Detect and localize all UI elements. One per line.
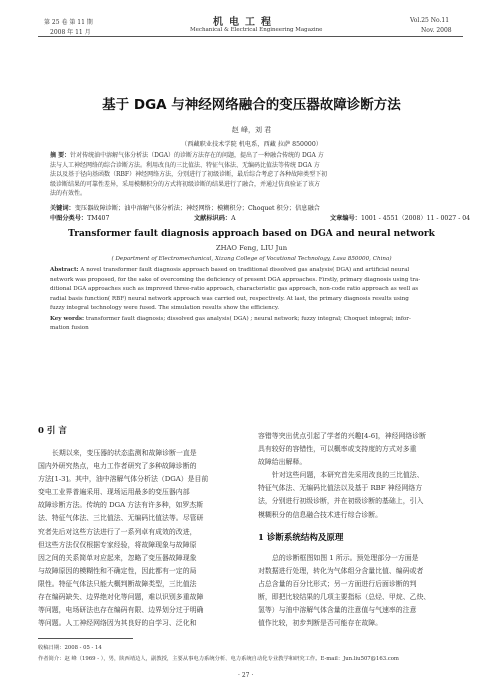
abstract-cn-line: 法与人工神经网络的综合诊断方法。利用改良的三比值法、特征气体法、无编码比值法等传统 DGA 方 — [50, 161, 320, 169]
body-line: 具有较好的容错性，可以概率或支持度的方式对多重 — [258, 445, 417, 454]
body-line: 占总含量的百分比形式；另一方面进行后面诊断的判 — [258, 580, 417, 589]
doc-label: 文献标识码： — [194, 215, 232, 222]
paper-title-cn: 基于 DGA 与神经网络融合的变压器故障诊断方法 — [102, 97, 401, 113]
abstract-cn-line: 法以及基于径向基函数（RBF）神经网络方法，分别进行了初级诊断，最后综合考虑了各种故障类型下初 — [50, 171, 328, 179]
authors-en: ZHAO Feng, LIU Jun — [215, 244, 288, 252]
body-line: 总的诊断框图如图 1 所示。预处理部分一方面是 — [272, 554, 419, 562]
body-line: 特征气体法、无编码比值法以及基于 RBF 神经网络方 — [258, 484, 423, 493]
doc-value: A — [231, 215, 236, 222]
body-line: 对数据进行处理，转化为气体组分含量比值、编码或者 — [258, 567, 424, 576]
keywords-en-line: mation fusion — [50, 325, 89, 331]
abstract-cn-label: 摘 要： — [50, 152, 71, 159]
keywords-cn — [50, 203, 320, 212]
abstract-cn — [50, 151, 458, 199]
body-line: 法、特征气体法、三比值法、无编码比值法等。尽管研 — [38, 514, 204, 523]
art-value: 1001 - 4551（2008）11 - 0027 - 04 — [360, 215, 471, 222]
body-line: 方法[1-3]。其中，油中溶解气体分析法（DGA）是目前 — [38, 475, 209, 484]
body-line: 针对这些问题，本研究首先采用改良的三比值法、 — [272, 471, 424, 480]
body-line: 长期以来，变压器的状态监测和故障诊断一直是 — [52, 449, 197, 457]
body-line: 值作比较，初步判断是否可能存在故障。 — [258, 619, 383, 628]
art-label: 文章编号： — [330, 215, 361, 222]
body-line: 等问题。人工神经网络因为其良好的自学习、泛化和 — [38, 619, 197, 628]
section-0-heading: 0 引 言 — [38, 426, 67, 436]
keywords-en-label: Key words: — [50, 315, 85, 322]
section-0-body — [38, 447, 243, 630]
body-line: 等问题，电场研法也存在编码有限、边界划分过于明确 — [38, 606, 204, 615]
keywords-en-line: transformer fault diagnosis; dissolved gas analysis( DGA) ; neural network; fuzzy integral; Choquet integral; infor- — [84, 315, 411, 322]
abstract-en-line: ditional DGA approaches such as improved three-ratio approach, characteristic gas approach, non-code ratio approach as well as — [50, 286, 419, 292]
abstract-en-line: fuzzy integral technology were fused. The simulation results show the efficiency. — [50, 305, 280, 311]
abstract-en-line: radial basis function( RBF) neural network approach was carried out, respectively. At last, the primary diagnosis results using — [50, 295, 409, 302]
body-line: 与故障原因的模糊性和不确定性，因此都有一定的局 — [38, 566, 197, 575]
body-line: 存在编码缺失、边界绝对化等问题，难以识别多重故障 — [38, 593, 204, 602]
date-cn: 2008 年 11 月 — [50, 29, 91, 36]
body-line: 究者先后对这些方法进行了一系列卓有成效的改进， — [38, 527, 197, 536]
body-line: 变电工业界普遍采用、现场运用最多的变压器内部 — [38, 488, 190, 497]
abstract-cn-line: 级诊断结果的可靠性差异，采用模糊积分的方式将初级诊断的结果进行了融合，并通过仿真验证了该方 — [50, 180, 321, 188]
body-line: 故障给出解释。 — [258, 458, 307, 467]
paper-title-en: Transformer fault diagnosis approach based on DGA and neural network — [68, 229, 435, 239]
body-line: 法，分别进行初级诊断，并在初级诊断的基础上，引入 — [258, 497, 424, 506]
keywords-cn-text: 变压器故障诊断；油中溶解气体分析法；神经网络；模糊积分；Choquet 积分；信息融合 — [74, 205, 320, 212]
keywords-cn-label: 关键词： — [50, 205, 75, 212]
volume-en: Vol.25 No.11 — [410, 17, 450, 24]
footnote-rule — [38, 638, 133, 639]
article-number — [330, 213, 470, 222]
section-1-body — [258, 552, 463, 631]
abstract-en-line: network was proposed, for the sake of overcoming the deficiency of present DGA approaches. Firstly, primary diagnosis using tra- — [50, 276, 421, 283]
right-column-intro — [258, 430, 463, 522]
clc-number — [50, 213, 109, 222]
abstract-en-line: A novel transformer fault diagnosis approach based on traditional dissolved gas analysis( DGA) and artificial neural — [78, 267, 410, 273]
document-code — [194, 213, 236, 222]
body-line: 国内外研究热点，电力工作者研究了多种故障诊断的 — [38, 462, 197, 471]
volume-cn: 第 25 卷 第 11 期 — [44, 19, 93, 26]
abstract-cn-line: 法的有效性。 — [50, 190, 87, 198]
body-line: 限性。特征气体法只能大概判断故障类型，三比值法 — [38, 579, 197, 588]
page-number: · 27 · — [238, 672, 254, 679]
author-bio: 作者简介：赵 峰（1969 - ），男，陕西靖边人，副教授，主要从事电力系统分析、电力系统自动化专业教学和研究工作。E-mail：Jun.liu507@163.com — [38, 656, 399, 662]
authors-cn: 赵 峰，刘 君 — [231, 126, 272, 134]
affiliation-en: ( Department of Electromechanical, Xizang College of Vocational Technology, Lasa 850000, China) — [111, 256, 392, 262]
received-date: 收稿日期：2008 - 05 - 14 — [38, 645, 102, 651]
body-line: 因之间的关系简单对应起来，忽略了变压器故障现象 — [38, 553, 197, 562]
body-line: 氢等）与油中溶解气体含量的注意值与气速率的注意 — [258, 606, 417, 615]
header-rule — [38, 36, 463, 37]
body-line: 但这些方法仅仅根据专家经验，将故障现象与故障原 — [38, 540, 197, 549]
body-line: 模糊积分的信息融合技术进行综合诊断。 — [258, 510, 383, 519]
clc-value: TM407 — [87, 215, 110, 222]
body-line: 断，即把比较结果的几项主要指标（总烃、甲烷、乙炔、 — [258, 593, 431, 602]
journal-name-en: Mechanical & Electrical Engineering Magazine — [190, 27, 323, 33]
date-en: Nov. 2008 — [421, 27, 452, 34]
journal-name-cn: 机电工程 — [213, 17, 277, 28]
abstract-en-label: Abstract: — [50, 267, 79, 273]
clc-label: 中图分类号： — [50, 215, 88, 222]
affiliation-cn: （西藏职业技术学院 机电系，西藏 拉萨 850000） — [181, 141, 322, 148]
body-line: 故障诊断方法。传统的 DGA 方法有许多种，如罗杰斯 — [38, 501, 204, 510]
abstract-cn-line: 针对传统油中溶解气体分析法（DGA）的诊断方法存在的问题，提出了一种融合传统的 DGA 方 — [70, 152, 324, 159]
abstract-en — [50, 266, 458, 334]
body-line: 容错等突出优点引起了学者的兴趣[4-6]，神经网络诊断 — [258, 432, 427, 440]
section-1-heading: 1 诊断系统结构及原理 — [258, 533, 344, 543]
